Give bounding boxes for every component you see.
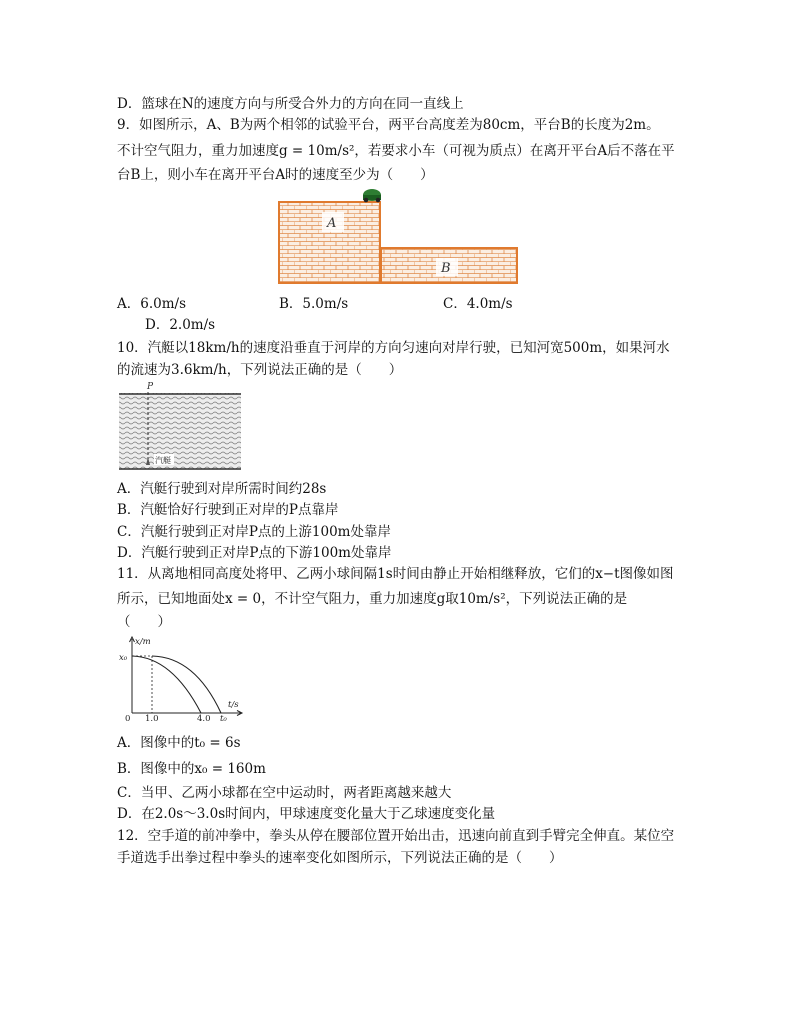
q9-option-d: D．2.0m/s xyxy=(145,317,216,333)
point-p-label: P xyxy=(147,382,154,392)
q10-stem-line2: 的流速为3.6km/h，下列说法正确的是（ ） xyxy=(117,362,403,378)
q10-option-d: D．汽艇行驶到正对岸P点的下游100m处靠岸 xyxy=(117,545,392,561)
tick-4-label: 4.0 xyxy=(197,714,211,724)
q11-option-b: B．图像中的x₀ = 160m xyxy=(117,761,266,777)
platform-a-label: A xyxy=(327,216,337,231)
q11-stem-line3: （ ） xyxy=(117,614,171,630)
origin-label: 0 xyxy=(125,714,131,724)
q9-option-b: B．5.0m/s xyxy=(279,296,349,312)
q10-river-figure xyxy=(117,380,245,474)
tick-t0-label: t₀ xyxy=(220,714,227,724)
prev-option-d: D．篮球在N的速度方向与所受合外力的方向在同一直线上 xyxy=(117,96,464,112)
q10-option-b: B．汽艇恰好行驶到正对岸的P点靠岸 xyxy=(117,502,339,518)
curve-yi xyxy=(152,656,221,713)
q11-stem-line2: 所示，已知地面处x = 0，不计空气阻力，重力加速度g取10m/s²，下列说法正确的是 xyxy=(117,591,628,607)
q9-stem-line3: 台B上，则小车在离开平台A时的速度至少为（ ） xyxy=(117,167,434,183)
q9-platform-figure xyxy=(270,186,526,286)
y-axis-label: x/m xyxy=(135,637,151,647)
q10-option-c: C．汽艇行驶到正对岸P点的上游100m处靠岸 xyxy=(117,524,391,540)
platform-b-label: B xyxy=(441,261,451,276)
boat-label: 汽艇 xyxy=(155,456,171,465)
q10-stem-line1: 10．汽艇以18km/h的速度沿垂直于河岸的方向匀速向对岸行驶，已知河宽500m，如果河水 xyxy=(117,340,670,356)
tick-1-label: 1.0 xyxy=(145,714,159,724)
q11-option-c: C．当甲、乙两小球都在空中运动时，两者距离越来越大 xyxy=(117,785,452,801)
q11-stem-line1: 11．从离地相同高度处将甲、乙两小球间隔1s时间由静止开始相继释放，它们的x−t图像如图 xyxy=(117,566,674,582)
q12-stem-line1: 12．空手道的前冲拳中，拳头从停在腰部位置开始出击，迅速向前直到手臂完全伸直。某位空 xyxy=(117,828,675,844)
x0-label: x₀ xyxy=(119,653,128,663)
q11-option-a: A．图像中的t₀ = 6s xyxy=(117,735,241,751)
q11-option-d: D．在2.0s～3.0s时间内，甲球速度变化量大于乙球速度变化量 xyxy=(117,806,496,822)
curve-jia xyxy=(132,656,201,713)
q9-stem-line2: 不计空气阻力，重力加速度g = 10m/s²，若要求小车（可视为质点）在离开平台A后不落在平 xyxy=(117,143,675,159)
q9-stem-line1: 9．如图所示，A、B为两个相邻的试验平台，两平台高度差为80cm，平台B的长度为2m。 xyxy=(117,117,660,133)
q10-option-a: A．汽艇行驶到对岸所需时间约28s xyxy=(117,481,327,497)
q9-option-a: A．6.0m/s xyxy=(117,296,186,312)
q11-xt-graph xyxy=(117,633,247,725)
x-axis-label: t/s xyxy=(228,700,239,710)
car-icon xyxy=(363,189,381,202)
q9-option-c: C．4.0m/s xyxy=(443,296,513,312)
q12-stem-line2: 手道选手出拳过程中拳头的速率变化如图所示，下列说法正确的是（ ） xyxy=(117,850,563,866)
